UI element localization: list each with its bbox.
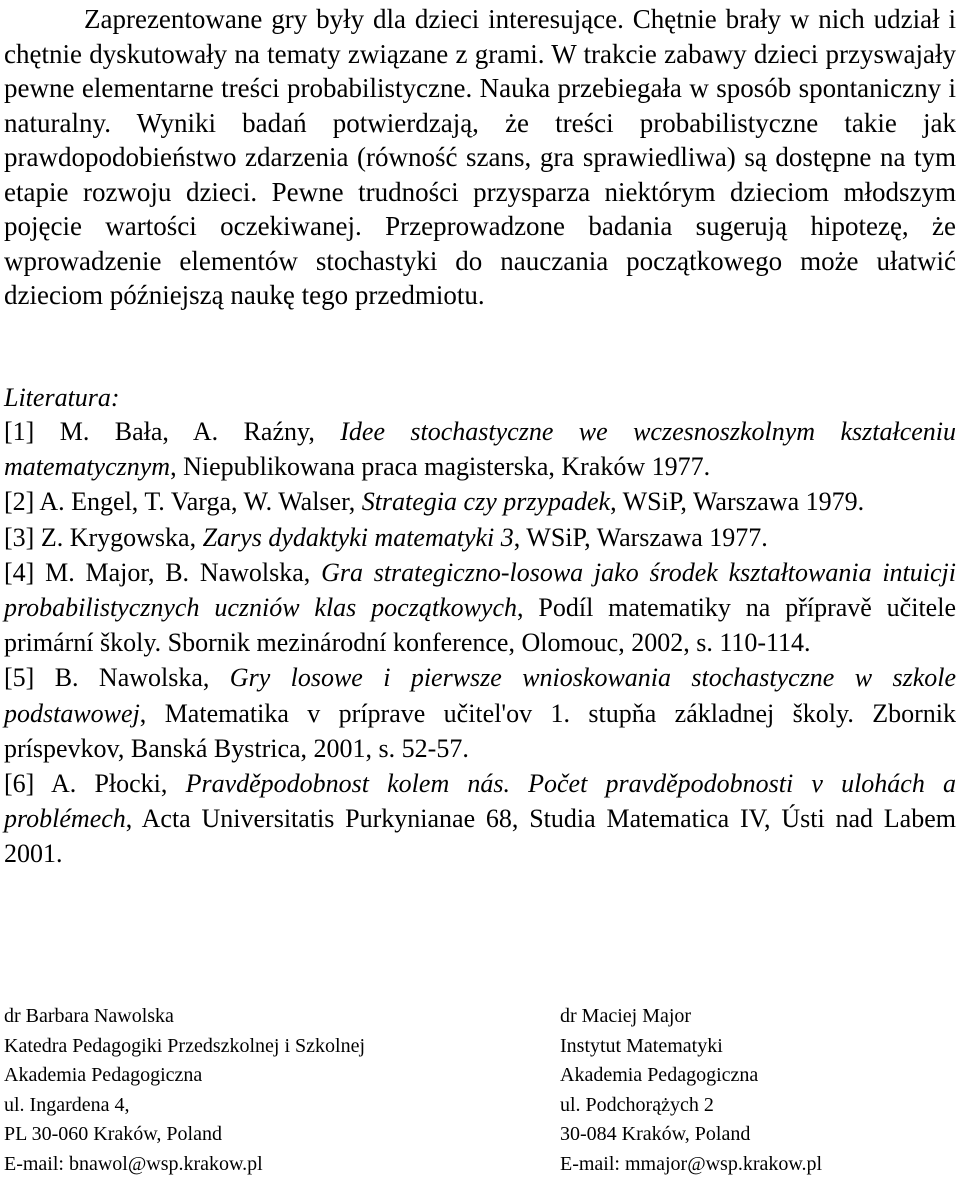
reference-details: , Matematika v príprave učitel'ov 1. stupňa základnej školy. Zbornik príspevkov, Banská Bystrica, 2001, s. 52-57. — [4, 698, 956, 763]
author-street: ul. Podchorążych 2 — [560, 1093, 714, 1116]
author-city: 30-084 Kraków, Poland — [560, 1123, 751, 1145]
reference-title: Pravděpodobnost kolem nás. Počet pravděpodobnosti v ulohách a problémech — [4, 769, 956, 834]
reference-authors: [4] M. Major, B. Nawolska, — [4, 557, 322, 587]
author-name: dr Barbara Nawolska — [4, 1005, 174, 1027]
author-name: dr Maciej Major — [560, 1005, 692, 1027]
author-address-major — [560, 1002, 960, 1179]
author-address-nawolska — [4, 1002, 524, 1179]
reference-authors: [3] Z. Krygowska, — [4, 522, 203, 552]
author-email: E-mail: bnawol@wsp.krakow.pl — [4, 1152, 263, 1175]
reference-item — [4, 766, 956, 872]
reference-authors: [2] A. Engel, T. Varga, W. Walser, — [4, 487, 362, 517]
reference-authors: [5] B. Nawolska, — [4, 663, 230, 693]
reference-authors: [1] M. Bała, A. Raźny, — [4, 417, 341, 446]
author-email: E-mail: mmajor@wsp.krakow.pl — [560, 1152, 823, 1175]
conclusion-paragraph — [4, 2, 956, 313]
author-street: ul. Ingardena 4, — [4, 1093, 130, 1116]
reference-title: Gry losowe i pierwsze wnioskowania stochastyczne w szkole podstawowej — [4, 663, 957, 728]
reference-details: , Niepublikowana praca magisterska, Kraków 1977. — [170, 452, 711, 482]
reference-item — [4, 520, 956, 555]
paragraph-text: Zaprezentowane gry były dla dzieci interesujące. Chętnie brały w nich udział i chętnie dyskutowały na tematy związane z grami. W trakcie zabawy dzieci przyswajały pewne elementarne treści probabilistyczne. Nauka przebiegała w sposób spontaniczny i naturalny. Wyniki badań potwierdzają, że treści probabilistyczne takie jak prawdopodobieństwo zdarzenia (równość szans, gra sprawiedliwa) są dostępne na tym etapie rozwoju dzieci. Pewne trudności przysparza niektórym dzieciom młodszym pojęcie wartości oczekiwanej. Przeprowadzone badania sugerują hipotezę, że wprowadzenie elementów stochastyki do nauczania początkowego może ułatwić dzieciom późniejszą naukę tego przedmiotu. — [4, 4, 956, 310]
author-department: Instytut Matematyki — [560, 1034, 723, 1057]
literature-heading: Literatura: — [4, 383, 120, 412]
reference-item — [4, 414, 956, 484]
reference-item — [4, 484, 956, 519]
reference-details: , Podíl matematiky na přípravě učitele primární školy. Sbornik mezinárodní konference, Olomouc, 2002, s. 110-114. — [4, 593, 956, 658]
reference-authors: [6] A. Płocki, — [4, 769, 186, 799]
reference-details: , Acta Universitatis Purkynianae 68, Studia Matematica IV, Ústi nad Labem 2001. — [4, 804, 956, 869]
reference-list — [4, 414, 956, 872]
author-institution: Akademia Pedagogiczna — [560, 1064, 759, 1086]
reference-title: Idee stochastyczne we wczesnoszkolnym kształceniu matematycznym — [4, 417, 957, 482]
reference-title: Gra strategiczno-losowa jako środek kształtowania intuicji probabilistycznych uczniów klas początkowych — [4, 557, 956, 623]
reference-item — [4, 660, 956, 766]
author-city: PL 30-060 Kraków, Poland — [4, 1123, 222, 1145]
author-institution: Akademia Pedagogiczna — [4, 1064, 203, 1086]
reference-details: , WSiP, Warszawa 1979. — [610, 487, 865, 517]
reference-title: Zarys dydaktyki matematyki 3 — [202, 522, 514, 552]
reference-details: , WSiP, Warszawa 1977. — [513, 522, 768, 552]
author-department: Katedra Pedagogiki Przedszkolnej i Szkolnej — [4, 1034, 366, 1057]
reference-title: Strategia czy przypadek — [361, 487, 611, 517]
reference-item — [4, 555, 956, 661]
